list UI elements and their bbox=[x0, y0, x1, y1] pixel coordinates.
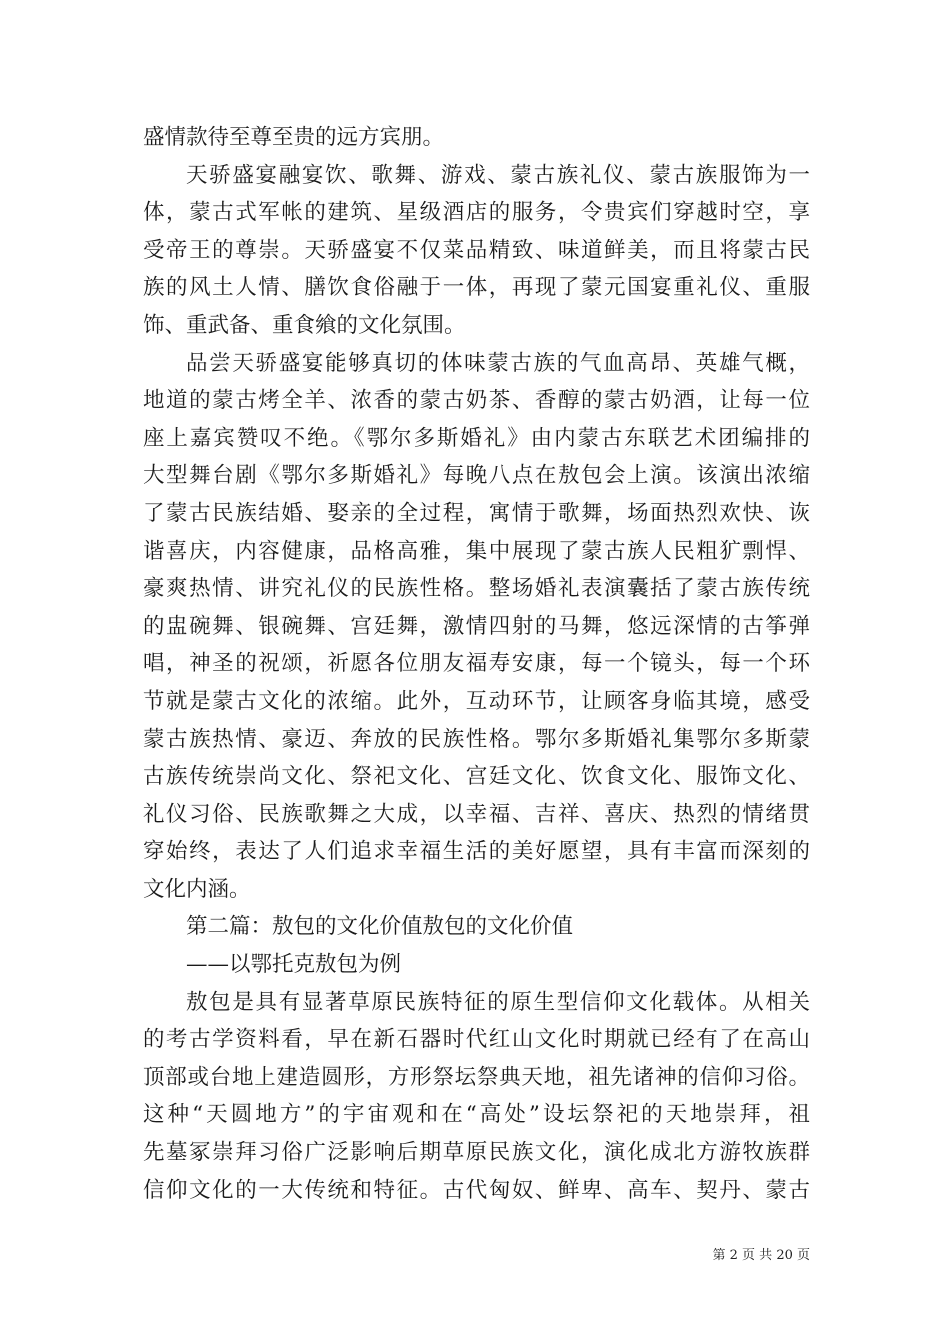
text-line: 大型舞台剧《鄂尔多斯婚礼》每晚八点在敖包会上演。该演出浓缩 bbox=[143, 463, 810, 489]
text-line: 信仰文化的一大传统和特征。古代匈奴、鲜卑、高车、契丹、蒙古 bbox=[143, 1177, 810, 1203]
text-line: 地道的蒙古烤全羊、浓香的蒙古奶茶、香醇的蒙古奶酒，让每一位 bbox=[143, 388, 810, 414]
text-line: 受帝王的尊崇。天骄盛宴不仅菜品精致、味道鲜美，而且将蒙古民 bbox=[143, 237, 810, 263]
text-line: 座上嘉宾赞叹不绝。《鄂尔多斯婚礼》由内蒙古东联艺术团编排的 bbox=[143, 425, 810, 451]
text-line: 第二篇：敖包的文化价值敖包的文化价值 bbox=[186, 914, 574, 940]
body-text bbox=[143, 119, 810, 1209]
text-line: ——以鄂托克敖包为例 bbox=[186, 952, 402, 978]
text-line: 盛情款待至尊至贵的远方宾朋。 bbox=[143, 125, 445, 150]
text-line: 敖包是具有显著草原民族特征的原生型信仰文化载体。从相关 bbox=[186, 989, 810, 1015]
text-line: 礼仪习俗、民族歌舞之大成，以幸福、吉祥、喜庆、热烈的情绪贯 bbox=[143, 801, 810, 827]
text-line: 族的风土人情、膳饮食俗融于一体，再现了蒙元国宴重礼仪、重服 bbox=[143, 275, 810, 301]
text-line: 节就是蒙古文化的浓缩。此外，互动环节，让顾客身临其境，感受 bbox=[143, 688, 810, 714]
text-line: 穿始终，表达了人们追求幸福生活的美好愿望，具有丰富而深刻的 bbox=[143, 839, 810, 865]
text-line: 的考古学资料看，早在新石器时代红山文化时期就已经有了在高山 bbox=[143, 1027, 810, 1053]
text-line: 豪爽热情、讲究礼仪的民族性格。整场婚礼表演囊括了蒙古族传统 bbox=[143, 576, 810, 602]
text-line: 先墓冢崇拜习俗广泛影响后期草原民族文化，演化成北方游牧族群 bbox=[143, 1140, 810, 1166]
text-line: 体，蒙古式军帐的建筑、星级酒店的服务，令贵宾们穿越时空，享 bbox=[143, 200, 810, 226]
text-line: 谐喜庆，内容健康，品格高雅，集中展现了蒙古族人民粗犷剽悍、 bbox=[143, 538, 810, 564]
text-line: 饰、重武备、重食飨的文化氛围。 bbox=[143, 312, 466, 338]
text-line: 天骄盛宴融宴饮、歌舞、游戏、蒙古族礼仪、蒙古族服饰为一 bbox=[186, 162, 810, 188]
text-line: 了蒙古民族结婚、娶亲的全过程，寓情于歌舞，场面热烈欢快、诙 bbox=[143, 500, 810, 526]
text-line: 文化内涵。 bbox=[143, 876, 251, 902]
text-line: 的盅碗舞、银碗舞、宫廷舞，激情四射的马舞，悠远深情的古筝弹 bbox=[143, 613, 810, 639]
text-line: 蒙古族热情、豪迈、奔放的民族性格。鄂尔多斯婚礼集鄂尔多斯蒙 bbox=[143, 726, 810, 752]
text-line: 顶部或台地上建造圆形，方形祭坛祭典天地，祖先诸神的信仰习俗。 bbox=[143, 1064, 810, 1090]
page-number-footer: 第 2 页 共 20 页 bbox=[712, 1248, 810, 1263]
text-line: 唱，神圣的祝颂，祈愿各位朋友福寿安康，每一个镜头，每一个环 bbox=[143, 651, 810, 677]
text-line: 这种“天圆地方”的宇宙观和在“高处”设坛祭祀的天地崇拜，祖 bbox=[143, 1102, 810, 1128]
text-line: 古族传统崇尚文化、祭祀文化、宫廷文化、饮食文化、服饰文化、 bbox=[143, 764, 810, 790]
text-line: 品尝天骄盛宴能够真切的体味蒙古族的气血高昂、英雄气概， bbox=[186, 350, 810, 376]
